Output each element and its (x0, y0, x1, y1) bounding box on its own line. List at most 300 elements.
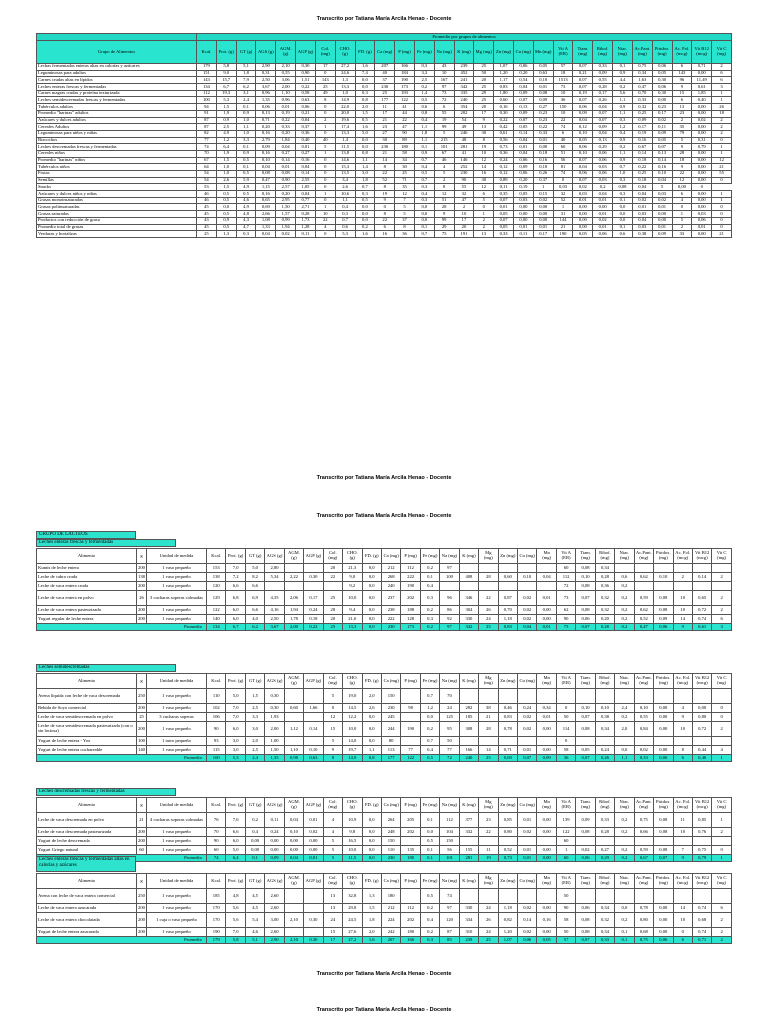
summary-cell: 0,06 (692, 217, 712, 224)
dairy-row (37, 591, 732, 606)
promedio-cell: 0,0 (362, 855, 381, 862)
summary-cell: 1,3 (335, 77, 355, 84)
food-cell: 87 (440, 928, 459, 937)
dairy-col-header: Ac.Pant. (mg) (634, 549, 653, 564)
summary-cell: 0,04 (593, 191, 613, 198)
summary-cell: 0 (692, 184, 712, 191)
summary-col-header: Ac. Fol. (mcg) (672, 41, 692, 64)
summary-cell: 3 (712, 84, 732, 91)
summary-cell: 0,13 (593, 137, 613, 144)
summary-cell: 146 (454, 157, 474, 164)
summary-cell: 0,20 (514, 70, 534, 77)
summary-cell: 8 (375, 211, 395, 218)
food-cell: 2,60 (265, 904, 284, 913)
summary-cell: 0,07 (573, 64, 593, 71)
summary-cell: 0,0 (355, 217, 375, 224)
food-cell: 0 (556, 704, 575, 713)
dairy-col-unit: Unidad de medida (147, 674, 207, 689)
summary-cell: 0,21 (296, 110, 316, 117)
summary-row-name: Cereales niños (37, 150, 197, 157)
food-cell: 1,94 (284, 606, 303, 615)
food-cell: 50 (556, 928, 575, 937)
summary-cell: 0,03 (593, 177, 613, 184)
summary-cell: 0,05 (573, 137, 593, 144)
food-cell (518, 689, 537, 704)
summary-cell: 1 (712, 144, 732, 151)
summary-cell: 0,00 (692, 197, 712, 204)
food-cell (518, 564, 537, 573)
food-cell: 2 (712, 828, 731, 837)
food-cell: 6,6 (226, 582, 245, 591)
summary-cell: 0,04 (632, 191, 652, 198)
promedio-cell: 73 (556, 624, 575, 631)
summary-cell: 112 (197, 90, 217, 97)
dairy-col-header: AGM. (g) (284, 798, 303, 813)
food-cell (284, 582, 303, 591)
summary-cell: 215 (434, 137, 454, 144)
promedio-cell: 0,05 (537, 937, 556, 944)
summary-cell: 0,19 (632, 130, 652, 137)
summary-cell: 0,00 (514, 211, 534, 218)
food-cell: 1,00 (265, 737, 284, 746)
summary-cell: 50 (474, 70, 494, 77)
food-cell: 0,32 (595, 591, 614, 606)
food-cell (304, 564, 323, 573)
summary-cell: 9 (672, 84, 692, 91)
dairy-col-grams: g (137, 798, 147, 813)
food-cell: 11 (479, 846, 498, 855)
summary-cell: 0,36 (494, 150, 514, 157)
summary-cell: 0,7 (414, 177, 434, 184)
summary-cell: 1,4 (414, 90, 434, 97)
summary-cell: 2,0 (355, 104, 375, 111)
food-cell: 310 (459, 928, 478, 937)
food-cell: 20 (323, 564, 342, 573)
dairy-col-header: AGM. (g) (284, 874, 303, 889)
summary-cell: 230 (375, 84, 395, 91)
summary-cell: 13,8 (335, 150, 355, 157)
dairy-col-header: Vit A (ER) (556, 874, 575, 889)
food-cell: 112 (440, 813, 459, 828)
summary-cell: 2 (712, 64, 732, 71)
food-cell: 0,10 (634, 704, 653, 713)
food-unit: 1 vaso pequeño (147, 606, 207, 615)
food-name: Leche de vaca semidescremada pasteurizada (con o sin lactosa) (37, 722, 137, 737)
dairy-col-header: GT (g) (245, 874, 264, 889)
promedio-label: Promedio (37, 624, 207, 631)
food-cell: 0,00 (654, 722, 673, 737)
food-cell: 0,34 (595, 928, 614, 937)
summary-cell: 2,55 (296, 177, 316, 184)
food-cell: 0,74 (692, 928, 711, 937)
promedio-cell: 0,06 (654, 937, 673, 944)
food-cell: 0,02 (518, 713, 537, 722)
summary-cell: 35 (672, 124, 692, 131)
food-cell: 0,30 (304, 913, 323, 928)
summary-cell: 0,07 (593, 117, 613, 124)
summary-cell: 29 (474, 90, 494, 97)
promedio-cell: 0,07 (576, 624, 595, 631)
summary-cell: 5 (652, 184, 672, 191)
food-cell: 0,60 (498, 573, 517, 582)
food-cell: 0,27 (595, 846, 614, 855)
food-cell (615, 689, 634, 704)
summary-cell: 4 (434, 164, 454, 171)
dairy-col-header: Vit B12 (mcg) (692, 674, 711, 689)
summary-cell: 0,5 (216, 211, 236, 218)
food-cell: 6 (712, 904, 731, 913)
promedio-cell: 6 (673, 755, 692, 762)
summary-cell: 5,8 (216, 64, 236, 71)
food-cell (595, 689, 614, 704)
summary-cell: 0,03 (573, 191, 593, 198)
dairy-col-header: Vit C (mg) (712, 674, 731, 689)
summary-cell: 40 (553, 137, 573, 144)
summary-cell: 0,1 (613, 197, 633, 204)
summary-row-name: Grasas saturadas (37, 211, 197, 218)
food-cell: 1,5 (245, 689, 264, 704)
summary-cell: 0,73 (494, 144, 514, 151)
summary-cell: 0,0 (216, 204, 236, 211)
summary-cell: 20 (454, 224, 474, 231)
summary-cell: 32 (553, 191, 573, 198)
food-unit: 1 cuja o vaso pequeño (147, 913, 207, 928)
food-cell: 0 (323, 704, 342, 713)
summary-cell: 0,17 (632, 124, 652, 131)
summary-cell: 23 (375, 124, 395, 131)
food-cell: 0,59 (634, 846, 653, 855)
summary-cell: 0,19 (573, 90, 593, 97)
food-cell: 0,00 (537, 828, 556, 837)
food-cell: 1 (556, 846, 575, 855)
promedio-cell: 0,26 (595, 755, 614, 762)
food-cell: 212 (381, 904, 400, 913)
summary-cell: 17,4 (335, 124, 355, 131)
dairy-col-header: P (mg) (401, 874, 420, 889)
promedio-cell: 2 (712, 937, 731, 944)
summary-cell: 0,4 (414, 117, 434, 124)
food-cell: 150 (440, 837, 459, 846)
food-cell: 73 (556, 591, 575, 606)
summary-cell: 0,2 (414, 84, 434, 91)
food-cell: 238 (381, 606, 400, 615)
summary-cell: 13 (672, 104, 692, 111)
food-cell: 334 (459, 913, 478, 928)
summary-cell: 32 (454, 191, 474, 198)
summary-cell: 0,3 (355, 90, 375, 97)
summary-cell: 1 (315, 191, 335, 198)
summary-cell: 1,6 (355, 124, 375, 131)
food-cell: 3,0 (226, 746, 245, 755)
food-cell: 2 (712, 928, 731, 937)
food-cell: 90 (556, 904, 575, 913)
food-cell: 0,34 (595, 722, 614, 737)
food-cell: 0,01 (518, 813, 537, 828)
summary-cell: 0,6 (414, 104, 434, 111)
food-cell: 185 (459, 713, 478, 722)
food-cell: 0,02 (518, 928, 537, 937)
summary-cell: 0,00 (692, 150, 712, 157)
food-cell: 12 (323, 713, 342, 722)
summary-cell: 16 (474, 171, 494, 178)
food-cell: 0,2 (245, 813, 264, 828)
food-cell: 0,0 (615, 904, 634, 913)
food-grams: 200 (137, 837, 147, 846)
food-cell: 0,70 (498, 606, 517, 615)
food-cell: 0,06 (576, 904, 595, 913)
dairy-section-title: Leches descremadas frescas y fermentadas (36, 788, 176, 796)
dairy-col-header: Col. (mg) (323, 549, 342, 564)
food-cell (634, 837, 653, 846)
promedio-cell: 57 (556, 937, 575, 944)
promedio-cell: 25 (323, 624, 342, 631)
promedio-cell: 0,07 (576, 937, 595, 944)
food-cell: 92 (440, 615, 459, 624)
summary-cell: 0,7 (335, 217, 355, 224)
summary-cell: 6 (672, 97, 692, 104)
food-cell: 26 (479, 913, 498, 928)
dairy-row (37, 573, 732, 582)
summary-cell: 0,3 (613, 177, 633, 184)
summary-cell: 230 (375, 144, 395, 151)
food-cell: 26 (479, 606, 498, 615)
food-cell: 0,33 (595, 813, 614, 828)
food-cell (692, 582, 711, 591)
dairy-col-header: Zn (mg) (498, 674, 517, 689)
food-cell (595, 737, 614, 746)
promedio-cell: 0,01 (518, 855, 537, 862)
food-cell: 0,01 (518, 746, 537, 755)
promedio-cell: 14,9 (343, 755, 362, 762)
summary-cell: 0,47 (632, 84, 652, 91)
summary-cell: 2 (474, 224, 494, 231)
food-cell (634, 889, 653, 904)
summary-cell: 0,30 (652, 90, 672, 97)
food-cell (654, 837, 673, 846)
summary-group-col-header: Grupo de Alimentos (37, 41, 197, 64)
summary-cell: 0,69 (256, 204, 276, 211)
food-cell: 0,07 (576, 591, 595, 606)
food-cell: 1,1 (362, 746, 381, 755)
summary-row-name: Frutas (37, 171, 197, 178)
promedio-cell: 6,2 (245, 624, 264, 631)
food-cell (673, 564, 692, 573)
promedio-cell: 100 (207, 755, 226, 762)
summary-cell: 1,35 (256, 97, 276, 104)
food-cell: 0,00 (537, 928, 556, 937)
dairy-col-alimento: Alimento (37, 798, 137, 813)
promedio-cell: 179 (207, 937, 226, 944)
summary-cell: 0,0 (613, 217, 633, 224)
summary-cell: 0,33 (494, 231, 514, 238)
food-cell (479, 837, 498, 846)
summary-cell: 0,14 (652, 157, 672, 164)
dairy-col-header: P (mg) (401, 798, 420, 813)
summary-cell: 246 (454, 130, 474, 137)
summary-cell: 2 (712, 130, 732, 137)
dairy-col-header: Mn (mg) (537, 798, 556, 813)
summary-cell: 0,10 (256, 157, 276, 164)
food-cell: 24 (479, 615, 498, 624)
food-cell: 332 (459, 828, 478, 837)
food-cell (654, 889, 673, 904)
summary-cell: 0,16 (533, 157, 553, 164)
summary-row (37, 137, 732, 144)
page-header-5: Transcrito por Tatiana María Arcila Henao - Docente (316, 1007, 452, 1013)
dairy-col-header: K (mg) (459, 874, 478, 889)
summary-cell: 89 (395, 137, 415, 144)
food-cell: 0,0 (420, 828, 439, 837)
summary-cell: 184 (395, 70, 415, 77)
promedio-cell: 1,35 (265, 755, 284, 762)
food-cell: 0,0 (362, 582, 381, 591)
food-cell: 330 (459, 615, 478, 624)
summary-cell: 0,09 (256, 144, 276, 151)
summary-col-header: Cu (mg) (514, 41, 534, 64)
food-cell: 4,5 (245, 889, 264, 904)
summary-row-name: Snacks (37, 184, 197, 191)
food-cell: 19,0 (343, 689, 362, 704)
food-cell: 113 (381, 746, 400, 755)
summary-cell: 0,55 (593, 77, 613, 84)
summary-cell: 51 (553, 150, 573, 157)
summary-cell: 0,6 (613, 231, 633, 238)
promedio-cell: 2,90 (265, 937, 284, 944)
food-cell (692, 564, 711, 573)
promedio-cell: 0,06 (576, 855, 595, 862)
summary-cell: 0,5 (236, 171, 256, 178)
dairy-col-header: Kcal. (207, 874, 226, 889)
food-name: Kumis de leche entera (37, 564, 137, 573)
summary-cell: 0,09 (652, 231, 672, 238)
promedio-cell: 177 (381, 755, 400, 762)
summary-cell: 0,16 (632, 137, 652, 144)
food-cell: 4,8 (226, 889, 245, 904)
summary-cell: 0,13 (514, 104, 534, 111)
summary-cell: 0,16 (256, 130, 276, 137)
food-unit: 1 vaso pequeño (147, 746, 207, 755)
summary-cell: 46 (197, 191, 217, 198)
summary-cell: 1,0 (216, 164, 236, 171)
summary-cell: 0,00 (692, 157, 712, 164)
summary-cell: 8 (375, 164, 395, 171)
food-cell: 170 (207, 904, 226, 913)
summary-cell: 0,9 (613, 137, 633, 144)
food-cell: 0,5 (420, 837, 439, 846)
food-cell: 0,20 (595, 615, 614, 624)
summary-cell: 0,01 (514, 144, 534, 151)
food-cell (595, 889, 614, 904)
food-cell (518, 837, 537, 846)
summary-cell: 0,10 (573, 130, 593, 137)
summary-cell: 0,1 (414, 224, 434, 231)
summary-cell: 53 (197, 184, 217, 191)
food-cell: 0,11 (265, 813, 284, 828)
summary-cell: 0 (315, 110, 335, 117)
food-cell: 90 (556, 615, 575, 624)
promedio-cell: 0,8 (362, 755, 381, 762)
summary-cell: 67 (434, 150, 454, 157)
summary-row-name: Leguminosas para adultos (37, 70, 197, 77)
summary-cell: 0,00 (514, 204, 534, 211)
summary-cell: 143 (672, 70, 692, 77)
summary-cell: 0,17 (652, 110, 672, 117)
summary-cell: 0,05 (652, 70, 672, 77)
promedio-cell: 0,79 (692, 855, 711, 862)
food-cell: 0,55 (634, 713, 653, 722)
food-cell (712, 737, 731, 746)
dairy-col-header: Na (mg) (440, 674, 459, 689)
summary-cell: 15,3 (335, 164, 355, 171)
summary-cell: 0,0 (414, 204, 434, 211)
food-unit: 1 vaso pequeño (147, 582, 207, 591)
dairy-row (37, 904, 732, 913)
food-cell: 5,0 (226, 689, 245, 704)
food-cell: 22 (479, 828, 498, 837)
summary-cell: 1,33 (256, 224, 276, 231)
summary-cell: 4,9 (216, 130, 236, 137)
summary-cell: 0,00 (533, 217, 553, 224)
food-cell: 22 (479, 591, 498, 606)
food-cell: 0,84 (634, 722, 653, 737)
food-cell: 0,0 (362, 722, 381, 737)
dairy-col-header: Mn (mg) (537, 874, 556, 889)
food-cell: 0,2 (420, 904, 439, 913)
food-cell: 170 (207, 913, 226, 928)
summary-cell: 0,01 (593, 211, 613, 218)
summary-cell: 8 (434, 184, 454, 191)
summary-cell: 25 (474, 84, 494, 91)
food-cell: 0,00 (654, 746, 673, 755)
summary-cell: 0,02 (533, 197, 553, 204)
summary-cell: 45 (197, 211, 217, 218)
food-cell: 13 (323, 904, 342, 913)
summary-cell: 1 (712, 90, 732, 97)
dairy-col-header: Vit A (ER) (556, 674, 575, 689)
summary-cell: 1 (533, 184, 553, 191)
summary-cell: 0,01 (652, 224, 672, 231)
food-cell: 304 (459, 606, 478, 615)
summary-cell: 11,5 (335, 144, 355, 151)
summary-cell: 0,4 (414, 164, 434, 171)
promedio-cell: 0,33 (595, 937, 614, 944)
food-cell: 0,2 (615, 846, 634, 855)
summary-cell: 0,00 (672, 184, 692, 191)
food-cell: 4 (673, 704, 692, 713)
summary-cell: 0 (712, 211, 732, 218)
summary-cell: 0,19 (276, 110, 296, 117)
summary-cell: 73 (553, 84, 573, 91)
summary-cell: 0,3 (355, 191, 375, 198)
summary-cell: 19,6 (335, 117, 355, 124)
summary-group-spacer (37, 34, 197, 41)
food-cell: 90 (207, 837, 226, 846)
summary-cell: 2 (672, 117, 692, 124)
summary-cell: 0,02 (276, 231, 296, 238)
dairy-row (37, 746, 732, 755)
summary-cell: 0,20 (276, 191, 296, 198)
promedio-cell: 25 (479, 624, 498, 631)
food-cell (615, 837, 634, 846)
promedio-cell: 1 (712, 855, 731, 862)
food-cell: 0,0 (362, 573, 381, 582)
promedio-cell: 239 (459, 937, 478, 944)
summary-cell: 0,3 (335, 211, 355, 218)
food-cell: 0,2 (615, 828, 634, 837)
food-cell: 0,00 (265, 837, 284, 846)
food-cell: 5,0 (245, 564, 264, 573)
food-cell: 205 (401, 813, 420, 828)
